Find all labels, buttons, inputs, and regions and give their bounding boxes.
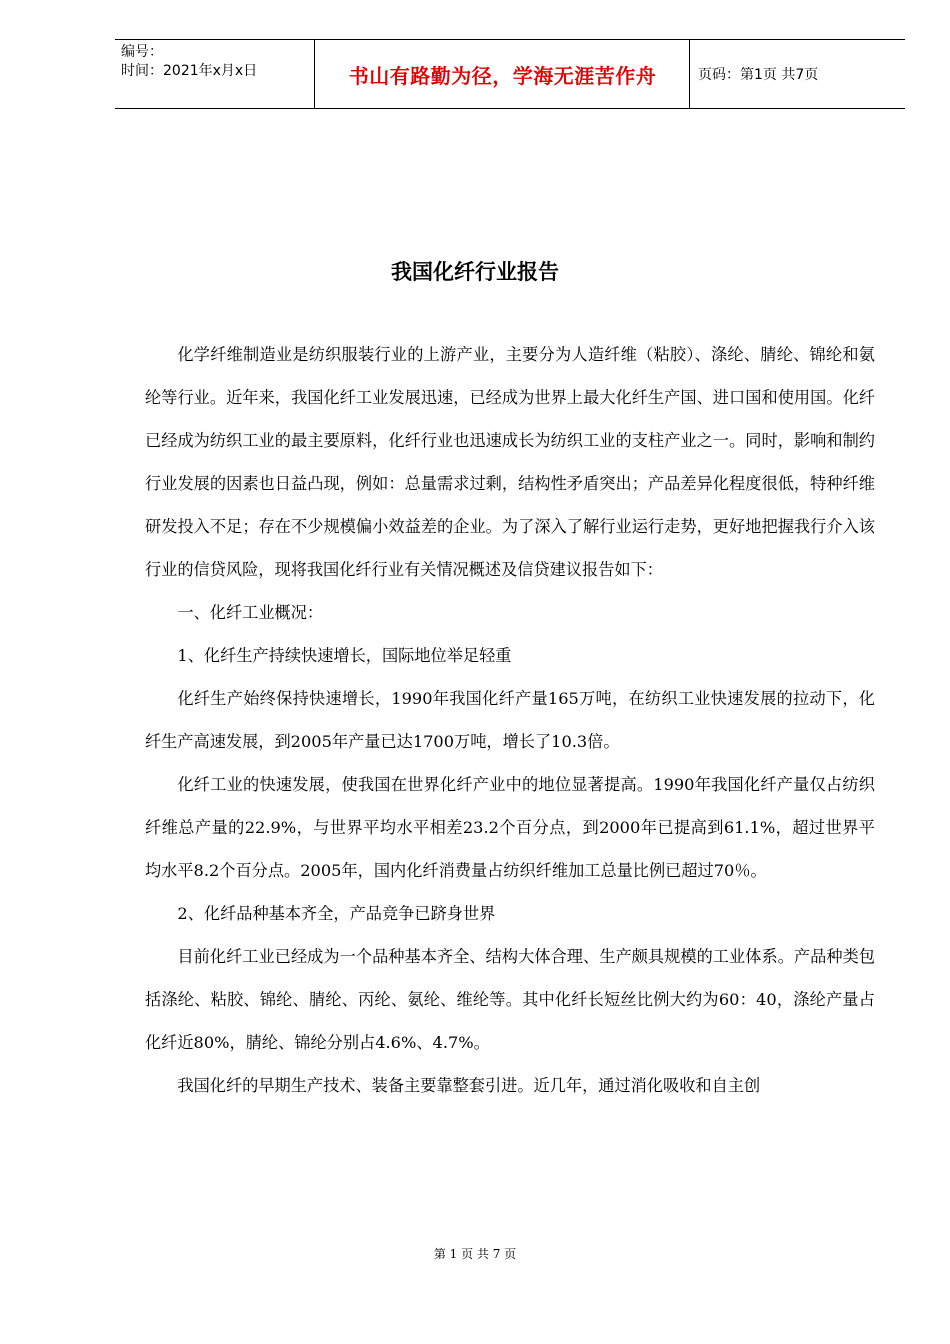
header-motto-cell	[316, 40, 690, 108]
section-heading: 一、化纤工业概况：	[177, 603, 324, 622]
document-body	[145, 333, 875, 1107]
paragraph: 化纤生产始终保持快速增长，1990年我国化纤产量165万吨，在纺织工业快速发展的拉动下，化纤生产高速发展，到2005年产量已达1700万吨，增长了10.3倍。	[145, 689, 875, 751]
paragraph: 化学纤维制造业是纺织服装行业的上游产业，主要分为人造纤维（粘胶）、涤纶、腈纶、锦纶和氨纶等行业。近年来，我国化纤工业发展迅速，已经成为世界上最大化纤生产国、进口国和使用国。化纤已经成为纺织工业的最主要原料，化纤行业也迅速成长为纺织工业的支柱产业之一。同时，影响和制约行业发展的因素也日益凸现，例如：总量需求过剩，结构性矛盾突出；产品差异化程度很低，特种纤维研发投入不足；存在不少规模偏小效益差的企业。为了深入了解行业运行走势，更好地把握我行介入该行业的信贷风险，现将我国化纤行业有关情况概述及信贷建议报告如下：	[145, 345, 875, 579]
document-title: 我国化纤行业报告	[391, 260, 559, 284]
subsection-heading: 1、化纤生产持续快速增长，国际地位举足轻重	[177, 646, 512, 665]
paragraph: 目前化纤工业已经成为一个品种基本齐全、结构大体合理、生产颇具规模的工业体系。产品种类包括涤纶、粘胶、锦纶、腈纶、丙纶、氨纶、维纶等。其中化纤长短丝比例大约为60：40，涤纶产量占化纤近80%，腈纶、锦纶分别占4.6%、4.7%。	[145, 947, 875, 1052]
header-page-info: 页码：第1页 共7页	[698, 67, 819, 83]
paragraph: 化纤工业的快速发展，使我国在世界化纤产业中的地位显著提高。1990年我国化纤产量仅占纺织纤维总产量的22.9%，与世界平均水平相差23.2个百分点，到2000年已提高到61.1%，超过世界平均水平8.2个百分点。2005年，国内化纤消费量占纺织纤维加工总量比例已超过70％。	[145, 775, 875, 880]
paragraph: 我国化纤的早期生产技术、装备主要靠整套引进。近几年，通过消化吸收和自主创	[177, 1076, 761, 1095]
header-motto: 书山有路勤为径，学海无涯苦作舟	[348, 63, 657, 88]
subsection-heading: 2、化纤品种基本齐全，产品竞争已跻身世界	[177, 904, 496, 923]
page-footer: 第 1 页 共 7 页	[433, 1247, 517, 1261]
header-meta	[115, 40, 315, 108]
page-header	[115, 39, 905, 109]
header-number-label: 编号：	[121, 44, 163, 60]
header-time-label: 时间：2021年x月x日	[121, 63, 258, 79]
